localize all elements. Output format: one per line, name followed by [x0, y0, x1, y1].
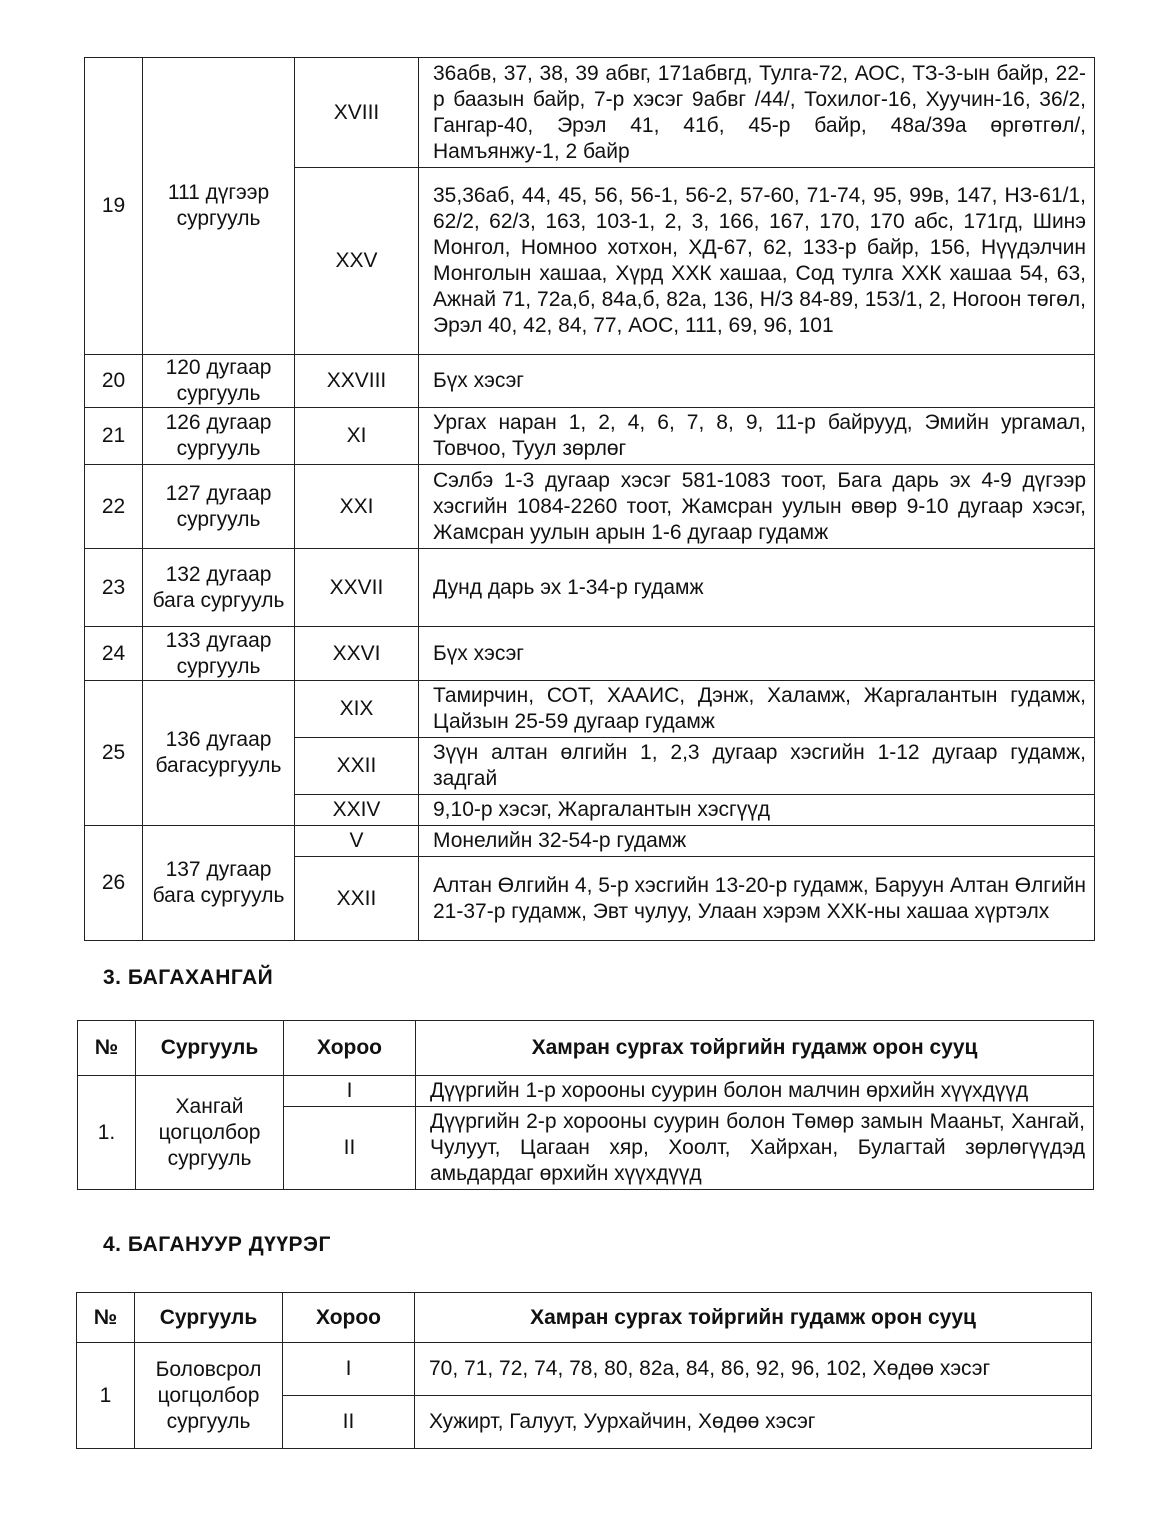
address-cell: Алтан Өлгийн 4, 5-р хэсгийн 13-20-р гудамж, Баруун Алтан Өлгийн 21-37-р гудамж, Эвт чулуу, Улаан хэрэм ХХК-ны хашаа хүртэлх — [419, 857, 1095, 941]
address-cell: Ургах наран 1, 2, 4, 6, 7, 8, 9, 11-р байрууд, Эмийн ургамал, Товчоо, Туул зөрлөг — [419, 408, 1095, 465]
table-row — [85, 58, 1095, 168]
address-cell: Сэлбэ 1-3 дугаар хэсэг 581-1083 тоот, Бага дарь эх 4-9 дүгээр хэсгийн 1084-2260 тоот, Жамсран уулын өвөр 9-10 дугаар хэсэг, Жамсран уулын арын 1-6 дугаар гудамж — [419, 465, 1095, 549]
header-khoroo: Хороо — [284, 1021, 416, 1076]
table-row — [85, 355, 1095, 408]
school-name: 126 дугаар сургууль — [143, 408, 295, 465]
address-cell: Дунд дарь эх 1-34-р гудамж — [419, 549, 1095, 627]
khoroo-cell: XXII — [295, 857, 419, 941]
khoroo-cell: XXV — [295, 168, 419, 355]
address-cell: 9,10-р хэсэг, Жаргалантын хэсгүүд — [419, 795, 1095, 826]
row-number: 26 — [85, 826, 143, 941]
address-cell: Тамирчин, СОТ, ХААИС, Дэнж, Халамж, Жаргалантын гудамж, Цайзын 25-59 дугаар гудамж — [419, 681, 1095, 738]
baganuur-table — [76, 1292, 1092, 1449]
school-name: Боловсрол цогцолбор сургууль — [135, 1343, 283, 1449]
address-cell: Бүх хэсэг — [419, 355, 1095, 408]
row-number: 20 — [85, 355, 143, 408]
table-header-row — [77, 1293, 1092, 1343]
khoroo-cell: V — [295, 826, 419, 857]
address-cell: Монелийн 32-54-р гудамж — [419, 826, 1095, 857]
khoroo-cell: II — [284, 1107, 416, 1190]
address-cell: Бүх хэсэг — [419, 627, 1095, 681]
school-name: 111 дүгээр сургууль — [143, 58, 295, 355]
header-address: Хамран сургах тойргийн гудамж орон сууц — [416, 1021, 1094, 1076]
school-name: 137 дугаар бага сургууль — [143, 826, 295, 941]
row-number: 21 — [85, 408, 143, 465]
khoroo-cell: XXII — [295, 738, 419, 795]
school-name: 133 дугаар сургууль — [143, 627, 295, 681]
khoroo-cell: II — [283, 1396, 415, 1449]
school-name: 120 дугаар сургууль — [143, 355, 295, 408]
header-no: № — [77, 1293, 135, 1343]
table-row — [85, 681, 1095, 738]
section-heading: 4. БАГАНУУР ДҮҮРЭГ — [103, 1233, 331, 1256]
header-school: Сургууль — [135, 1293, 283, 1343]
khoroo-cell: XXI — [295, 465, 419, 549]
bagakhangai-table — [77, 1020, 1094, 1190]
row-number: 1 — [77, 1343, 135, 1449]
table-row — [78, 1076, 1094, 1107]
address-cell: Зүүн алтан өлгийн 1, 2,3 дугаар хэсгийн 1-12 дугаар гудамж, задгай — [419, 738, 1095, 795]
khoroo-cell: XXVIII — [295, 355, 419, 408]
section-heading: 3. БАГАХАНГАЙ — [103, 966, 274, 989]
school-name: 127 дугаар сургууль — [143, 465, 295, 549]
khoroo-cell: XVIII — [295, 58, 419, 168]
address-cell: Хужирт, Галуут, Уурхайчин, Хөдөө хэсэг — [415, 1396, 1092, 1449]
row-number: 1. — [78, 1076, 136, 1190]
table-row — [85, 408, 1095, 465]
table-row — [85, 826, 1095, 857]
school-name: 136 дугаар багасургууль — [143, 681, 295, 826]
khoroo-cell: XIX — [295, 681, 419, 738]
address-cell: 36абв, 37, 38, 39 абвг, 171абвгд, Тулга-72, АОС, ТЗ-3-ын байр, 22-р баазын байр, 7-р хэсэг 9абвг /44/, Тохилог-16, Хуучин-16, 36/2, Гангар-40, Эрэл 41, 41б, 45-р байр, 48а/39а өргөтгөл/, Намъянжу-1, 2 байр — [419, 58, 1095, 168]
schools-table-continued — [84, 57, 1095, 941]
khoroo-cell: XXIV — [295, 795, 419, 826]
header-school: Сургууль — [136, 1021, 284, 1076]
address-cell: 35,36аб, 44, 45, 56, 56-1, 56-2, 57-60, 71-74, 95, 99в, 147, НЗ-61/1, 62/2, 62/3, 163, 103-1, 2, 3, 166, 167, 170, 170 абс, 171гд, Шинэ Монгол, Номноо хотхон, ХД-67, 62, 133-р байр, 156, Нүүдэлчин Монголын хашаа, Хүрд ХХК хашаа, Сод тулга ХХК хашаа 54, 63, Ажнай 71, 72а,б, 84а,б, 82а, 136, Н/З 84-89, 153/1, 2, Ногоон төгөл, Эрэл 40, 42, 84, 77, АОС, 111, 69, 96, 101 — [419, 168, 1095, 355]
header-khoroo: Хороо — [283, 1293, 415, 1343]
khoroo-cell: I — [284, 1076, 416, 1107]
row-number: 25 — [85, 681, 143, 826]
school-name: Хангай цогцолбор сургууль — [136, 1076, 284, 1190]
row-number: 24 — [85, 627, 143, 681]
header-no: № — [78, 1021, 136, 1076]
khoroo-cell: I — [283, 1343, 415, 1396]
row-number: 22 — [85, 465, 143, 549]
table-row — [85, 549, 1095, 627]
address-cell: Дүүргийн 1-р хорооны суурин болон малчин өрхийн хүүхдүүд — [416, 1076, 1094, 1107]
address-cell: Дүүргийн 2-р хорооны суурин болон Төмөр замын Мааньт, Хангай, Чулуут, Цагаан хяр, Хоолт, Хайрхан, Булагтай зөрлөгүүдэд амьдардаг өрхийн хүүхдүүд — [416, 1107, 1094, 1190]
row-number: 19 — [85, 58, 143, 355]
school-name: 132 дугаар бага сургууль — [143, 549, 295, 627]
header-address: Хамран сургах тойргийн гудамж орон сууц — [415, 1293, 1092, 1343]
table-row — [77, 1343, 1092, 1396]
table-row — [85, 465, 1095, 549]
khoroo-cell: XXVII — [295, 549, 419, 627]
khoroo-cell: XI — [295, 408, 419, 465]
table-header-row — [78, 1021, 1094, 1076]
address-cell: 70, 71, 72, 74, 78, 80, 82а, 84, 86, 92, 96, 102, Хөдөө хэсэг — [415, 1343, 1092, 1396]
row-number: 23 — [85, 549, 143, 627]
table-row — [85, 627, 1095, 681]
khoroo-cell: XXVI — [295, 627, 419, 681]
